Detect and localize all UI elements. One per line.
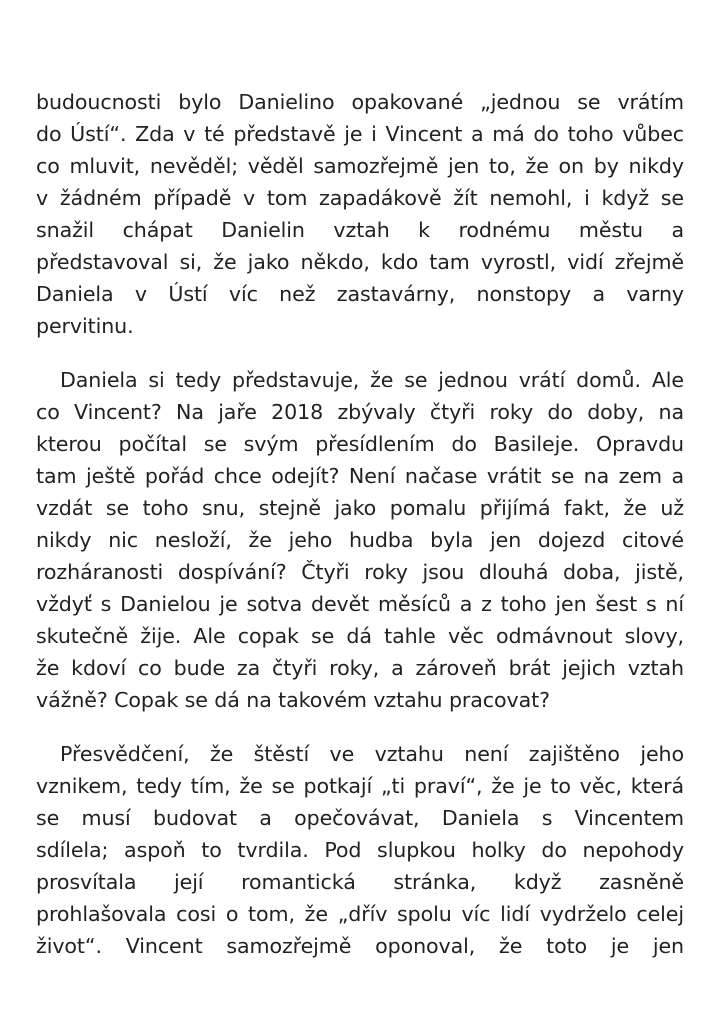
document-page xyxy=(36,86,684,984)
paragraph-3 xyxy=(36,738,684,962)
text-line: prohlašovala cosi o tom, že „dřív spolu víc lidí vydrželo celej xyxy=(36,902,684,926)
text-line: vážně? Copak se dá na takovém vztahu pracovat? xyxy=(36,688,550,712)
text-line: rozháranosti dospívání? Čtyři roky jsou dlouhá doba, jistě, xyxy=(36,560,684,584)
text-line: co Vincent? Na jaře 2018 zbývaly čtyři roky do doby, na xyxy=(36,400,684,424)
paragraph-2 xyxy=(36,364,684,716)
text-line: snažil chápat Danielin vztah k rodnému městu a xyxy=(36,218,684,242)
text-line: v žádném případě v tom zapadákově žít nemohl, i když se xyxy=(36,186,684,210)
text-line: kterou počítal se svým přesídlením do Basileje. Opravdu xyxy=(36,432,684,456)
text-line: tam ještě pořád chce odejít? Není načase vrátit se na zem a xyxy=(36,464,684,488)
text-line: prosvítala její romantická stránka, když zasněně xyxy=(36,870,684,894)
text-line: Přesvědčení, že štěstí ve vztahu není zajištěno jeho xyxy=(60,742,684,766)
paragraph-1 xyxy=(36,86,684,342)
text-line: vzdát se toho snu, stejně jako pomalu přijímá fakt, že už xyxy=(36,496,684,520)
text-line: Daniela v Ústí víc než zastavárny, nonstopy a varny xyxy=(36,282,684,306)
text-line: budoucnosti bylo Danielino opakované „jednou se vrátím xyxy=(36,90,684,114)
text-line: že kdoví co bude za čtyři roky, a zároveň brát jejich vztah xyxy=(36,656,684,680)
text-line: představoval si, že jako někdo, kdo tam vyrostl, vidí zřejmě xyxy=(36,250,684,274)
text-line: pervitinu. xyxy=(36,314,134,338)
text-line: se musí budovat a opečovávat, Daniela s Vincentem xyxy=(36,806,684,830)
text-line: Daniela si tedy představuje, že se jednou vrátí domů. Ale xyxy=(60,368,684,392)
text-line: skutečně žije. Ale copak se dá tahle věc odmávnout slovy, xyxy=(36,624,684,648)
text-line: vždyť s Danielou je sotva devět měsíců a z toho jen šest s ní xyxy=(36,592,684,616)
text-line: sdílela; aspoň to tvrdila. Pod slupkou holky do nepohody xyxy=(36,838,684,862)
text-line: co mluvit, nevěděl; věděl samozřejmě jen to, že on by nikdy xyxy=(36,154,684,178)
text-line: život“. Vincent samozřejmě oponoval, že toto je jen xyxy=(36,934,684,958)
text-line: do Ústí“. Zda v té představě je i Vincent a má do toho vůbec xyxy=(36,122,684,146)
text-line: vznikem, tedy tím, že se potkají „ti praví“, že je to věc, která xyxy=(36,774,684,798)
text-line: nikdy nic nesloží, že jeho hudba byla jen dojezd citové xyxy=(36,528,684,552)
